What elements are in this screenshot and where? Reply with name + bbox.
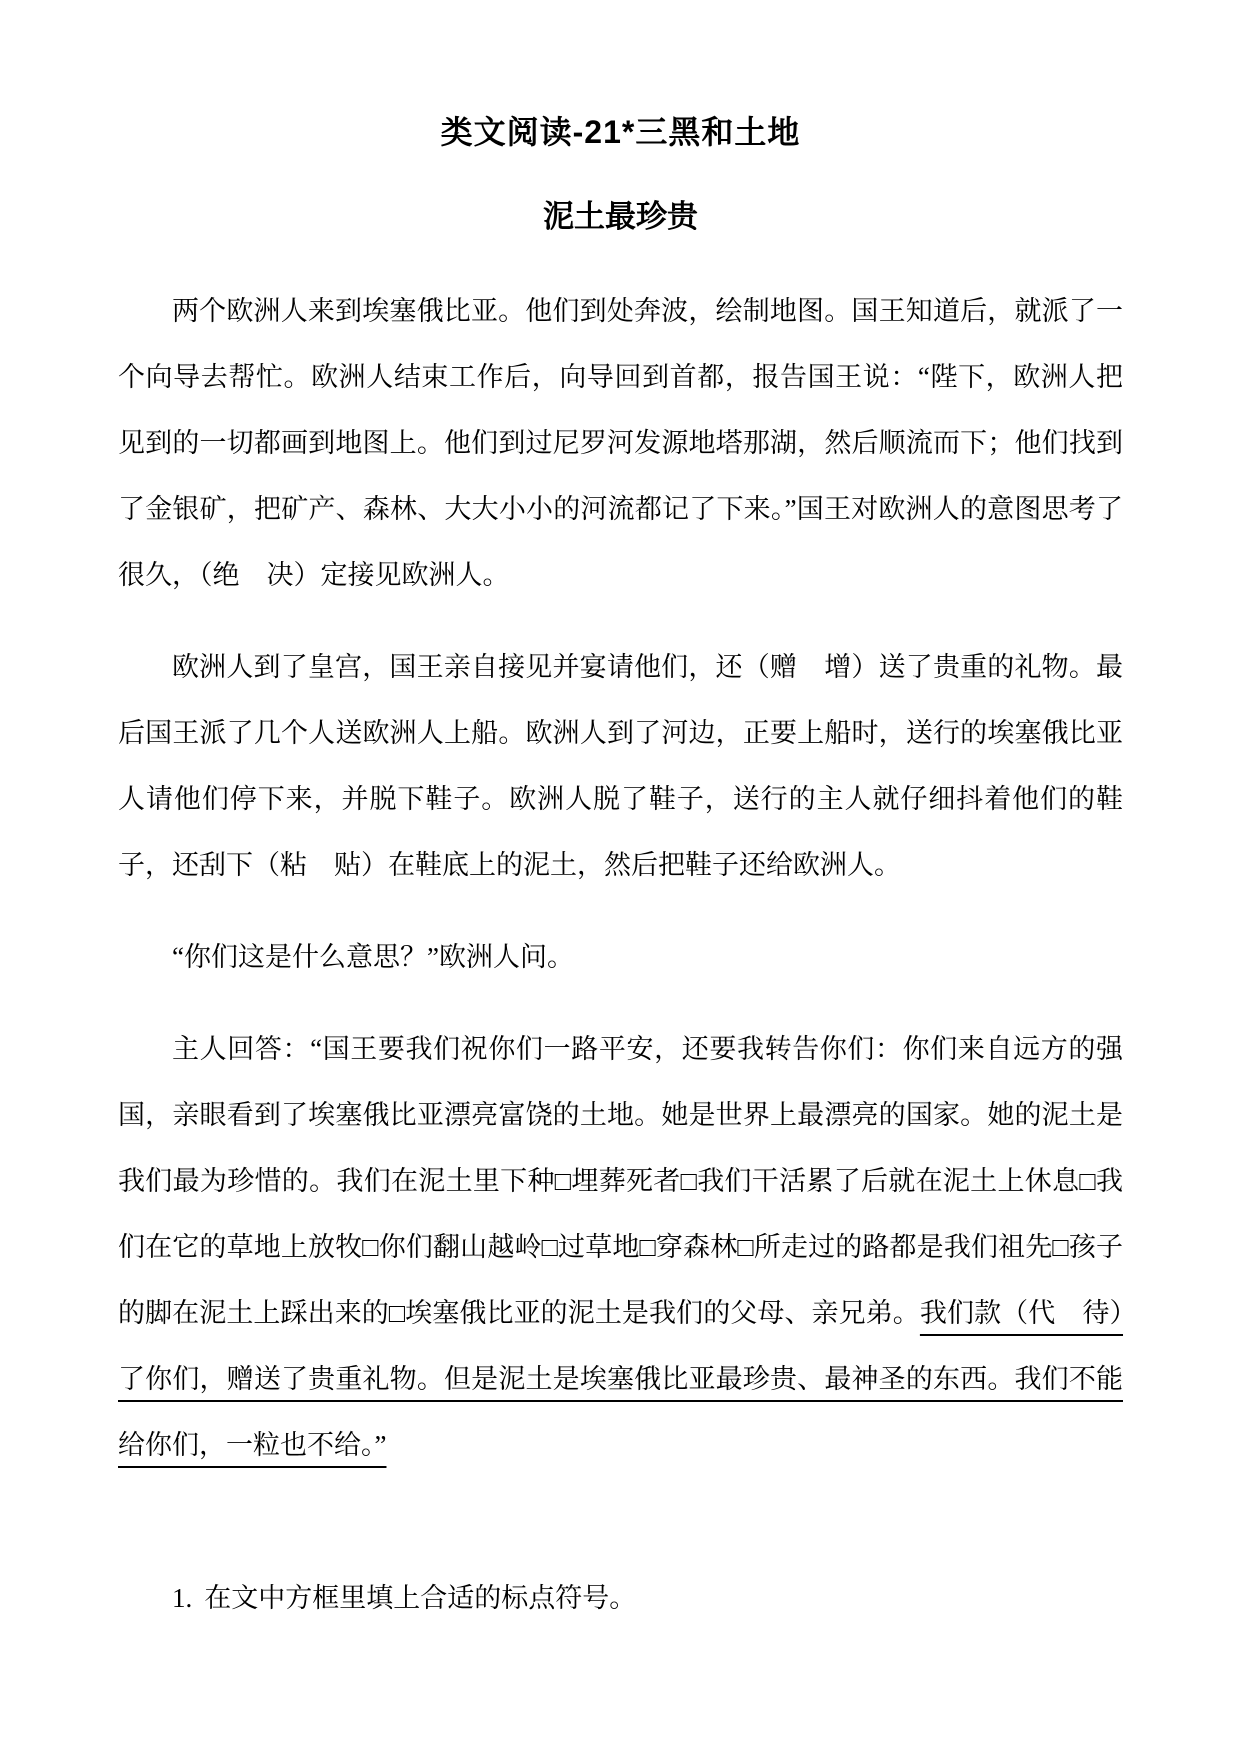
paragraph-4-plain: 主人回答：“国王要我们祝你们一路平安，还要我转告你们：你们来自远方的强国，亲眼看到了埃塞俄比亚漂亮富饶的土地。她是世界上最漂亮的国家。她的泥土是我们最为珍惜的。我们在泥土里下种□埋葬死者□我们干活累了后就在泥土上休息□我们在它的草地上放牧□你们翻山越岭□过草地□穿森林□所走过的路都是我们祖先□孩子的脚在泥土上踩出来的□埃塞俄比亚的泥土是我们的父母、亲兄弟。	[118, 1034, 1123, 1328]
question-1-text: 在文中方框里填上合适的标点符号。	[204, 1583, 637, 1613]
page-title: 类文阅读-21*三黑和土地	[440, 114, 801, 150]
question-1	[118, 1578, 1123, 1618]
article-body	[118, 278, 1123, 1478]
question-1-number: 1.	[172, 1583, 193, 1613]
article-title: 泥土最珍贵	[543, 199, 698, 234]
paragraph-1: 两个欧洲人来到埃塞俄比亚。他们到处奔波，绘制地图。国王知道后，就派了一个向导去帮忙。欧洲人结束工作后，向导回到首都，报告国王说：“陛下，欧洲人把见到的一切都画到地图上。他们到过尼罗河发源地塔那湖，然后顺流而下；他们找到了金银矿，把矿产、森林、大大小小的河流都记了下来。”国王对欧洲人的意图思考了很久，（绝 决）定接见欧洲人。	[118, 296, 1123, 590]
paragraph-3: “你们这是什么意思？”欧洲人问。	[172, 942, 574, 972]
paragraph-2: 欧洲人到了皇宫，国王亲自接见并宴请他们，还（赠 增）送了贵重的礼物。最后国王派了几个人送欧洲人上船。欧洲人到了河边，正要上船时，送行的埃塞俄比亚人请他们停下来，并脱下鞋子。欧洲人脱了鞋子，送行的主人就仔细抖着他们的鞋子，还刮下（粘 贴）在鞋底上的泥土，然后把鞋子还给欧洲人。	[118, 652, 1123, 880]
paragraph-4-underlined: 我们款（代 待）了你们，赠送了贵重礼物。但是泥土是埃塞俄比亚最珍贵、最神圣的东西。我们不能给你们，一粒也不给。”	[118, 1298, 1124, 1460]
paragraph-4	[118, 1016, 1123, 1478]
